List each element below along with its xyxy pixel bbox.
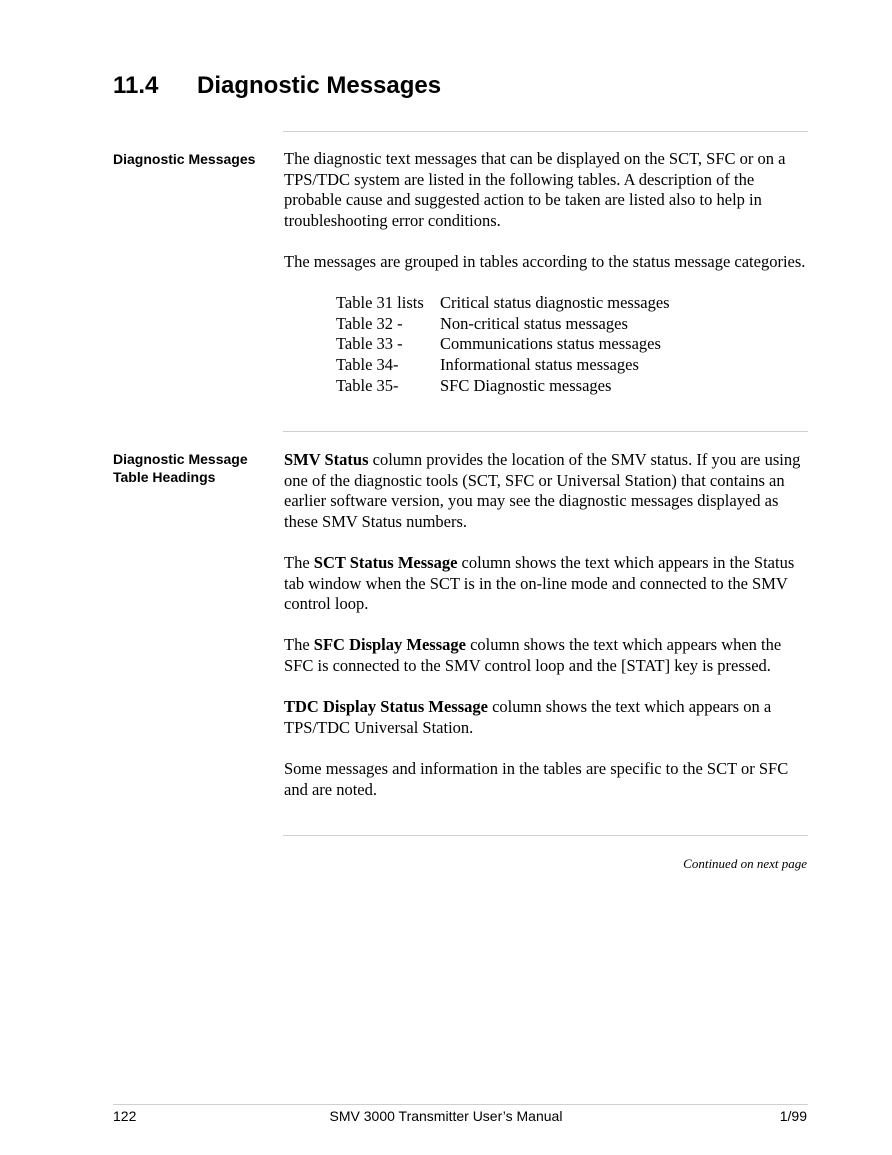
table-list <box>336 293 670 396</box>
notes-paragraph: Some messages and information in the tables are specific to the SCT or SFC and are noted. <box>284 758 789 799</box>
continued-note: Continued on next page <box>683 856 807 871</box>
footer-page-number: 122 <box>113 1108 137 1124</box>
divider-bottom <box>283 835 808 836</box>
table-description: SFC Diagnostic messages <box>440 375 612 395</box>
table-ref: Table 31 lists <box>336 293 424 313</box>
tdc-display-paragraph: TDC Display Status Message column shows the text which appears on a TPS/TDC Universal Station. <box>284 697 772 737</box>
table-ref: Table 35- <box>336 375 399 395</box>
table-list-row <box>336 355 670 376</box>
table-headings-body <box>284 450 809 800</box>
side-label-table-headings <box>113 450 273 486</box>
smv-status-paragraph: SMV Status column provides the location of the SMV status. If you are using one of the diagnostic tools (SCT, SFC or Universal Station) that contains an earlier software version, you may see the diagnostic messages displayed as these SMV Status numbers. <box>284 450 801 531</box>
section-heading <box>113 72 441 100</box>
footer-divider <box>113 1104 808 1105</box>
table-list-row <box>336 293 670 314</box>
table-list-row <box>336 314 670 335</box>
term-sct-status-message: SCT Status Message <box>313 552 458 572</box>
term-tdc-display-status-message: TDC Display Status Message <box>284 697 488 717</box>
divider-middle <box>283 431 808 432</box>
table-ref: Table 32 - <box>336 313 403 333</box>
table-list-row <box>336 334 670 355</box>
table-ref: Table 33 - <box>336 334 403 354</box>
table-description: Critical status diagnostic messages <box>440 293 670 313</box>
table-list-row <box>336 376 670 397</box>
intro-paragraph: The diagnostic text messages that can be displayed on the SCT, SFC or on a TPS/TDC system are listed in the following tables. A description of the probable cause and suggested action to be taken are listed also to help in troubleshooting error conditions. <box>284 149 786 230</box>
table-ref: Table 34- <box>336 354 399 374</box>
divider-top <box>283 131 808 132</box>
term-sfc-display-message: SFC Display Message <box>313 635 466 655</box>
sct-status-paragraph: The SCT Status Message column shows the text which appears in the Status tab window when the SCT is in the on-line mode and connected to the SMV control loop. <box>284 552 795 614</box>
grouping-paragraph: The messages are grouped in tables according to the status message categories. <box>284 251 806 271</box>
table-description: Non-critical status messages <box>440 313 628 333</box>
footer-date: 1/99 <box>779 1108 807 1124</box>
side-label-line-2: Table Headings <box>113 469 216 485</box>
term-smv-status: SMV Status <box>284 450 369 469</box>
side-label-diagnostic-messages: Diagnostic Messages <box>113 151 256 167</box>
diagnostic-messages-body <box>284 149 809 396</box>
footer-manual-title: SMV 3000 Transmitter User’s Manual <box>329 1108 563 1124</box>
side-label-line-1: Diagnostic Message <box>113 451 248 467</box>
table-description: Informational status messages <box>440 354 639 374</box>
section-number: 11.4 <box>113 72 159 99</box>
section-title: Diagnostic Messages <box>197 72 442 99</box>
sfc-display-paragraph: The SFC Display Message column shows the text which appears when the SFC is connected to the SMV control loop and the [STAT] key is pressed. <box>284 635 782 675</box>
table-description: Communications status messages <box>440 334 661 354</box>
